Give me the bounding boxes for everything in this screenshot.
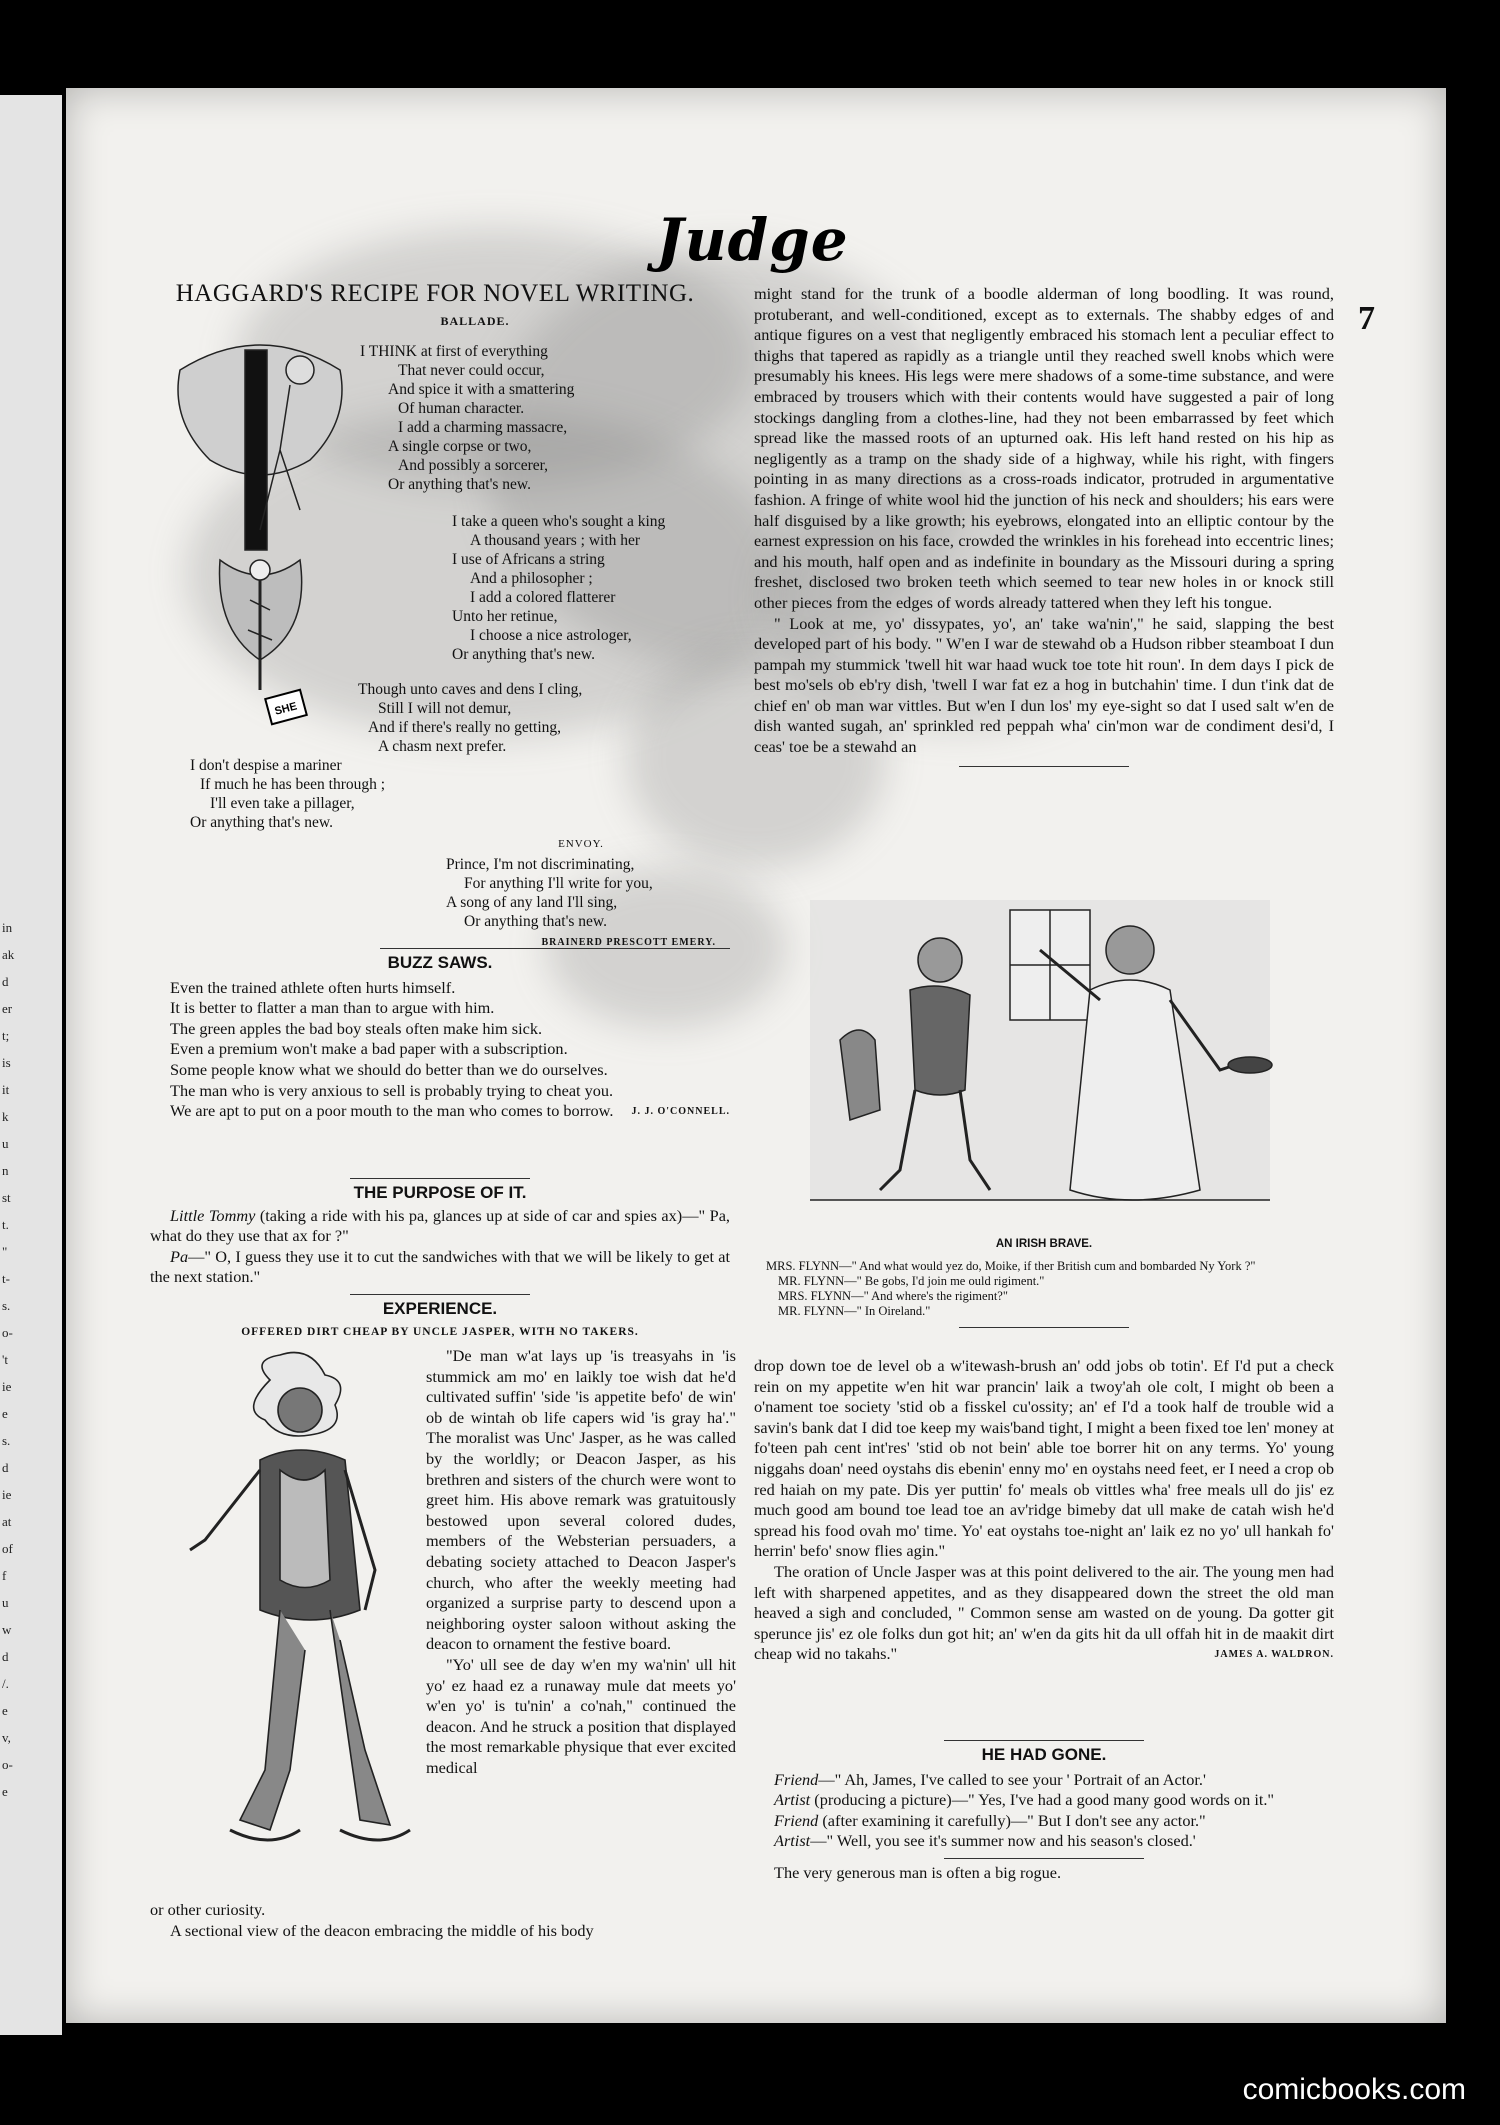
irish-brave-illustration xyxy=(800,890,1280,1230)
irish-caption-title: AN IRISH BRAVE. xyxy=(995,1238,1093,1250)
poem-line: Or anything that's new. xyxy=(464,912,607,930)
dialog-speaker: Friend xyxy=(774,1810,819,1830)
buzz-saw-line: The man who is very anxious to sell is probably trying to cheat you. xyxy=(170,1080,614,1100)
prev-page-fragment: e xyxy=(2,1784,8,1799)
prev-page-fragment: s. xyxy=(2,1433,11,1448)
dialog-line xyxy=(754,1811,1334,1832)
poem-line: And if there's really no getting, xyxy=(368,719,562,736)
prev-page-fragment: ie xyxy=(2,1379,12,1394)
dialog-line xyxy=(754,1274,1334,1289)
prev-page-fragment: t- xyxy=(2,1271,10,1286)
poem-line: And a philosopher ; xyxy=(470,570,593,587)
gone-closing: The very generous man is often a big rogue. xyxy=(774,1862,1062,1882)
envoy-title: ENVOY. xyxy=(558,838,604,850)
prev-page-fragment: d xyxy=(2,1649,9,1664)
envoy-block xyxy=(446,834,716,953)
dialog-line xyxy=(754,1289,1334,1304)
dialog-text: —" And what would yez do, Moike, if ther British cum and bombarded Ny York ?" xyxy=(839,1258,1256,1273)
dialog-text: —" Well, you see it's summer now and his season's closed.' xyxy=(810,1831,1196,1851)
prev-page-fragment: er xyxy=(2,1001,13,1016)
experience-body xyxy=(426,1346,736,1778)
poem-line: I THINK at first of everything xyxy=(360,343,548,360)
experience-p3: A sectional view of the deacon embracing the middle of his body xyxy=(170,1920,594,1940)
uncle-jasper-illustration xyxy=(160,1350,430,1890)
buzz-saws-title: BUZZ SAWS. xyxy=(387,953,493,972)
prev-page-fragment: in xyxy=(2,920,13,935)
he-had-gone-title: HE HAD GONE. xyxy=(981,1745,1107,1764)
experience-tail xyxy=(150,1900,736,1941)
prev-page-fragment: e xyxy=(2,1703,8,1718)
purpose-title: THE PURPOSE OF IT. xyxy=(353,1183,527,1202)
poem-line: Still I will not demur, xyxy=(378,700,512,717)
prev-page-fragment: ak xyxy=(2,947,15,962)
dialog-speaker: MR. FLYNN xyxy=(778,1273,845,1288)
prev-page-fragment: v, xyxy=(2,1730,11,1745)
poem-line: Of human character. xyxy=(398,400,525,417)
he-had-gone-section xyxy=(754,1736,1334,1884)
right-column-bottom xyxy=(754,1356,1334,1666)
experience-p1: "De man w'at lays up 'is treasyahs in 'is stummick am mo' en laikly toe wish dat he'd cultivated suffin' 'side 'is appetite befo' de win' ob de wintah ob life capers wid 'is gray ha'." The moralist was Unc' Jasper, as he was called by the worldly; or Deacon Jasper, as his brethren and sisters of the church were wont to greet him. His above remark was gratuitously bestowed upon several colored dudes, members of the Websterian persuaders, a debating society attached to Deacon Jasper's church, who after the weekly meeting had organized a surprise party to descend upon a neighboring oyster saloon without asking the deacon to ornament the festive board. xyxy=(426,1346,736,1654)
experience-subtitle: OFFERED DIRT CHEAP BY UNCLE JASPER, WITH NO TAKERS. xyxy=(241,1325,639,1338)
right-p2: " Look at me, yo' dissypates, yo', an' take wa'nin'," he said, slapping the best developed part of his body. " W'en I war de stewahd ob a Hudson ribber steamboat I dun pampah my stummick 'twell hit war haad wuck toe tote hit roun'. In dem days I pick de best mo'sels ob eb'ry dish, 'twell I war fat ez a hog in butchahin' time. I dun t'ink dat de chief en' ob man war vittles. But w'en I dun los' my eye-sight so dat I used salt w'en de dish wanted sugah, an' sprinkled red peppah wha' cin'mon war de condiment desi'd, I ceas' toe be a stewahd an xyxy=(754,613,1334,757)
poem-line: Though unto caves and dens I cling, xyxy=(358,681,583,698)
poem-line: Prince, I'm not discriminating, xyxy=(446,855,635,873)
dialog-text: —" Be gobs, I'd join me ould rigiment." xyxy=(844,1273,1045,1288)
poem-line: If much he has been through ; xyxy=(200,776,386,793)
prev-page-fragment: t; xyxy=(2,1028,10,1043)
prev-page-fragment: w xyxy=(2,1622,12,1637)
poem-line: Or anything that's new. xyxy=(388,476,531,493)
dialog-speaker: Friend xyxy=(774,1769,819,1789)
experience-header xyxy=(150,1290,730,1342)
experience-p2: "Yo' ull see de day w'en my wa'nin' ull hit yo' ez haad ez a runaway mule dat meets yo' w'en yo' is tu'nin' a co'nah," continued the deacon. And he struck a position that displayed the most remarkable physique that ever excited medical xyxy=(426,1654,736,1777)
dialog-line xyxy=(754,1770,1334,1791)
dialog-line xyxy=(754,1304,1334,1319)
svg-text:SHE: SHE xyxy=(273,700,299,718)
prev-page-fragment: it xyxy=(2,1082,10,1097)
poem-line: I don't despise a mariner xyxy=(190,757,342,774)
prev-page-fragment: d xyxy=(2,974,9,989)
buzz-saw-line: It is better to flatter a man than to argue with him. xyxy=(170,998,495,1018)
dialog-text: —" Ah, James, I've called to see your ' Portrait of an Actor.' xyxy=(818,1769,1206,1789)
prev-page-fragment: st xyxy=(2,1190,11,1205)
waldron-author: JAMES A. WALDRON. xyxy=(1214,1648,1334,1660)
experience-title: EXPERIENCE. xyxy=(382,1299,498,1318)
dialog-line xyxy=(754,1831,1334,1852)
page-number: 7 xyxy=(1358,300,1375,337)
dialog-speaker: Artist xyxy=(774,1831,811,1851)
prev-page-fragment: " xyxy=(2,1244,8,1259)
haggard-stanza-1 xyxy=(360,342,740,494)
dialog-text: —" In Oireland." xyxy=(844,1303,931,1318)
dialog-line xyxy=(754,1790,1334,1811)
dialog-text: (after examining it carefully)—" But I don't see any actor." xyxy=(818,1810,1206,1830)
poem-line: That never could occur, xyxy=(398,362,545,379)
prev-page-fragment: o- xyxy=(2,1325,13,1340)
prev-page-fragment: f xyxy=(2,1568,7,1583)
purpose-p2: Pa—" O, I guess they use it to cut the sandwiches with that we will be likely to get at the next station." xyxy=(150,1246,730,1287)
buzz-saws-section xyxy=(150,944,730,1122)
prev-page-fragment: o- xyxy=(2,1757,13,1772)
right-column-top xyxy=(754,284,1334,771)
poem-line: A chasm next prefer. xyxy=(378,738,507,755)
poem-line: A thousand years ; with her xyxy=(470,532,641,549)
poem-line: I add a charming massacre, xyxy=(398,419,568,436)
prev-page-fragment: s. xyxy=(2,1298,11,1313)
watermark: comicbooks.com xyxy=(1242,2073,1466,2106)
prev-page-fragment: u xyxy=(2,1595,9,1610)
prev-page-fragment: t. xyxy=(2,1217,9,1232)
prev-page-fragment: d xyxy=(2,1460,9,1475)
dialog-speaker: MR. FLYNN xyxy=(778,1303,845,1318)
buzz-saw-line: The green apples the bad boy steals often make him sick. xyxy=(170,1018,543,1038)
dialog-line xyxy=(754,1259,1334,1274)
dialog-text: —" And where's the rigiment?" xyxy=(851,1288,1008,1303)
dialog-text: (producing a picture)—" Yes, I've had a good many good words on it." xyxy=(810,1790,1275,1810)
poem-line: I choose a nice astrologer, xyxy=(470,627,632,644)
masthead-logo: Judge xyxy=(656,206,849,274)
poem-line: Or anything that's new. xyxy=(452,646,595,663)
right-bottom-p1: drop down toe de level ob a w'itewash-brush an' odd jobs ob totin'. Ef I'd put a check rein on my appetite w'en hit war prancin' laik a twoy'ah ole colt, I might ob been a o'nament toe society 'stid ob a fisskel cu'ossity; an' ef I'd a took half de trouble wid a savin's bank dat I did toe keep my wais'band tight, I might a been fixed toe len' money at fo'teen pah cent int'res' 'stid ob not bein' able toe borrer hit on any terms. Yo' young niggahs doan' need oystahs dis ebenin' enny mo' en oystahs need feet, er I need a crop ob red haiah on my pate. Dis yer puttin' fo' meals ob vittles wha' free meals ull do jis' ez much good am bound toe lead toe an av'ridge bimeby dat ull make de catah wish he'd spread his food ovah mo' time. Yo' eat oystahs toe-night an' laik ez no yo' ull hankah fo' herrin' befo' snow flies agin." xyxy=(754,1356,1334,1561)
ballade-subtitle: BALLADE. xyxy=(440,313,510,328)
haggard-stanza-3 xyxy=(190,680,690,832)
prev-page-fragment: of xyxy=(2,1541,13,1556)
prev-page-fragment: n xyxy=(2,1163,9,1178)
poem-line: For anything I'll write for you, xyxy=(464,874,653,892)
poem-line: I take a queen who's sought a king xyxy=(452,513,666,530)
experience-p2-tail: or other curiosity. xyxy=(150,1900,266,1919)
prev-page-fragment: is xyxy=(2,1055,11,1070)
irish-brave-caption xyxy=(754,1234,1334,1332)
prev-page-fragment: k xyxy=(2,1109,9,1124)
right-p1: might stand for the trunk of a boodle alderman of long boodling. It was round, protuberant, and well-conditioned, except as to externals. The shabby edges of and antique figures on a vest that negligently embraced his stomach lent a peculiar effect to thighs that tapered as rapidly as a triangle until they reached swell knobs which were presumably his knees. His legs were mere shadows of a some-time substance, and were embraced by trousers which with their contents would have suggested a pair of long stockings dangling from a clothes-line, had they not been embarrassed by feet which spread like the massed roots of an upturned oak. His left hand rested on his hip as negligently as a tramp on the shady side of a highway, while his right, with fingers pointing in as many directions as a cross-roads indicator, protruded in argumentative fashion. A fringe of white wool hid the junction of his neck and shoulders; his ears were half disguised by a like growth; his eyebrows, elongated into an elliptic contour by the earnest expression on his face, crowded the wrinkles in his forehead into eccentric lines; and his mouth, half open and as indefinite in boundary as the Missouri during a spring freshet, disclosed two broken teeth which seemed to tear new holes in or knock still other pieces from the edges of words already tattered when they left his tongue. xyxy=(754,284,1334,612)
haggard-stanza-2 xyxy=(452,512,752,664)
poem-line: A song of any land I'll sing, xyxy=(446,893,618,911)
poem-line: Unto her retinue, xyxy=(452,608,558,625)
haggard-title: HAGGARD'S RECIPE FOR NOVEL WRITING. xyxy=(175,280,695,307)
previous-page-edge xyxy=(0,95,62,2035)
prev-page-fragment: /. xyxy=(2,1676,9,1691)
right-bottom-p2: The oration of Uncle Jasper was at this point delivered to the air. The young men had left with sharpened appetites, and as they disappeared down the street the old man heaved a sigh and concluded, " Common sense am wasted on de young. Da gotter git sperunce jis' ez ole folks dun got hit; an' w'en da gits hit da ull offah hit in de maakit dirt cheap wid no takahs." xyxy=(754,1561,1334,1664)
poem-line: And possibly a sorcerer, xyxy=(398,457,549,474)
poem-line: I use of Africans a string xyxy=(452,551,605,568)
buzz-saw-line: Some people know what we should do better than we do ourselves. xyxy=(170,1059,608,1079)
dialog-speaker: Artist xyxy=(774,1790,811,1810)
buzz-saw-line: Even a premium won't make a bad paper with a subscription. xyxy=(170,1039,568,1059)
poem-line: And spice it with a smattering xyxy=(388,381,575,398)
prev-page-fragment: at xyxy=(2,1514,12,1529)
prev-page-fragment: u xyxy=(2,1136,9,1151)
prev-page-fragment: ie xyxy=(2,1487,12,1502)
purpose-section xyxy=(150,1174,730,1288)
buzz-saw-line: We are apt to put on a poor mouth to the man who comes to borrow. xyxy=(170,1101,614,1121)
poem-line: I add a colored flatterer xyxy=(470,589,616,606)
poem-line: Or anything that's new. xyxy=(190,814,333,831)
haggard-author: BRAINERD PRESCOTT EMERY. xyxy=(541,936,716,948)
poem-line: I'll even take a pillager, xyxy=(210,795,355,812)
haggard-section xyxy=(150,280,720,331)
dialog-speaker: MRS. FLYNN xyxy=(766,1258,840,1273)
buzz-saw-line: Even the trained athlete often hurts himself. xyxy=(170,977,456,997)
poem-line: A single corpse or two, xyxy=(388,438,532,455)
prev-page-fragment: 't xyxy=(2,1352,8,1367)
purpose-p1: Little Tommy (taking a ride with his pa, glances up at side of car and spies ax)—" Pa, what do they use that ax for ?" xyxy=(150,1205,730,1246)
buzz-author: J. J. O'CONNELL. xyxy=(631,1105,730,1117)
prev-page-fragment: e xyxy=(2,1406,8,1421)
dialog-speaker: MRS. FLYNN xyxy=(778,1288,852,1303)
